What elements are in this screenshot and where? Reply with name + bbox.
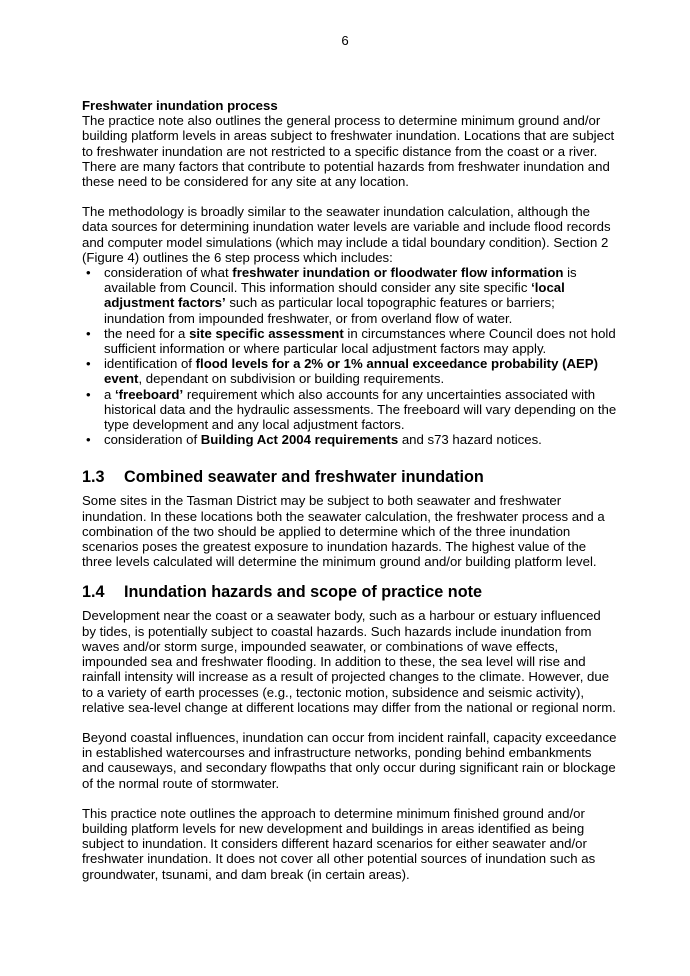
page-number: 6 xyxy=(341,33,349,48)
section-1-4-paragraph-3: This practice note outlines the approach to determine minimum finished ground and/or building platform levels for new development and buildings in areas identified as being subject to inundation. It considers different hazard scenarios for either seawater and/or freshwater inundation. It does not cover all other potential sources of inundation such as groundwater, tsunami, and dam break (in certain areas). xyxy=(82,805,596,882)
freshwater-paragraph-2: The methodology is broadly similar to the seawater inundation calculation, although the data sources for determining inundation water levels are variable and include flood records and computer model simulations (which may include a tidal boundary condition). Section 2 (Figure 4) outlines the 6 step process which includes: xyxy=(82,204,611,265)
section-1-3-heading: 1.3 Combined seawater and freshwater inundation xyxy=(82,468,484,487)
list-item: • consideration of what freshwater inundation or floodwater flow information is available from Council. This information should consider any site specific ‘local adjustment factors’ such as particular local topographic features or barriers; inundation from impounded freshwater, or from overland flow of water. xyxy=(82,265,617,326)
list-item: • a ‘freeboard’ requirement which also accounts for any uncertainties associated with historical data and the hydraulic assessments. The freeboard will vary depending on the type development and any local adjustment factors. xyxy=(82,387,617,433)
list-item: • identification of flood levels for a 2% or 1% annual exceedance probability (AEP) event, dependant on subdivision or building requirements. xyxy=(82,356,617,386)
section-1-4-heading: 1.4 Inundation hazards and scope of practice note xyxy=(82,583,482,602)
document-body xyxy=(82,98,617,882)
freshwater-heading: Freshwater inundation process xyxy=(82,98,278,113)
section-1-3-paragraph: Some sites in the Tasman District may be subject to both seawater and freshwater inundation. In these locations both the seawater calculation, the freshwater process and a combination of the two should be applied to determine which of the three inundation scenarios poses the greatest exposure to inundation hazards. The highest value of the three levels calculated will determine the minimum ground and/or building platform level. xyxy=(82,493,605,570)
section-1-4-paragraph-2: Beyond coastal influences, inundation can occur from incident rainfall, capacity exceedance in established watercourses and infrastructure networks, ponding behind embankments and causeways, and secondary flowpaths that only occur during significant rain or blockage of the normal route of stormwater. xyxy=(82,729,617,791)
list-item: • the need for a site specific assessment in circumstances where Council does not hold sufficient information or where particular local adjustment factors may apply. xyxy=(82,326,617,356)
list-item: • consideration of Building Act 2004 requirements and s73 hazard notices. xyxy=(82,432,617,447)
freshwater-paragraph-1: The practice note also outlines the general process to determine minimum ground and/or building platform levels in areas subject to freshwater inundation. Locations that are subject to freshwater inundation are not restricted to a specific distance from the coast or a river. There are many factors that contribute to potential hazards from freshwater inundation and these need to be considered for any site at any location. xyxy=(82,113,615,190)
freshwater-step-list xyxy=(82,265,617,447)
section-1-4-paragraph-1: Development near the coast or a seawater body, such as a harbour or estuary influenced by tides, is potentially subject to coastal hazards. Such hazards include inundation from waves and/or storm surge, impounded seawater, or combinations of wave effects, impounded sea and freshwater flooding. In addition to these, the sea level will rise and rainfall intensity will increase as a result of projected changes to the climate. However, due to a variety of earth processes (e.g., tectonic motion, subsidence and seismic activity), relative sea-level change at different locations may differ from the national or regional norm. xyxy=(82,608,616,715)
